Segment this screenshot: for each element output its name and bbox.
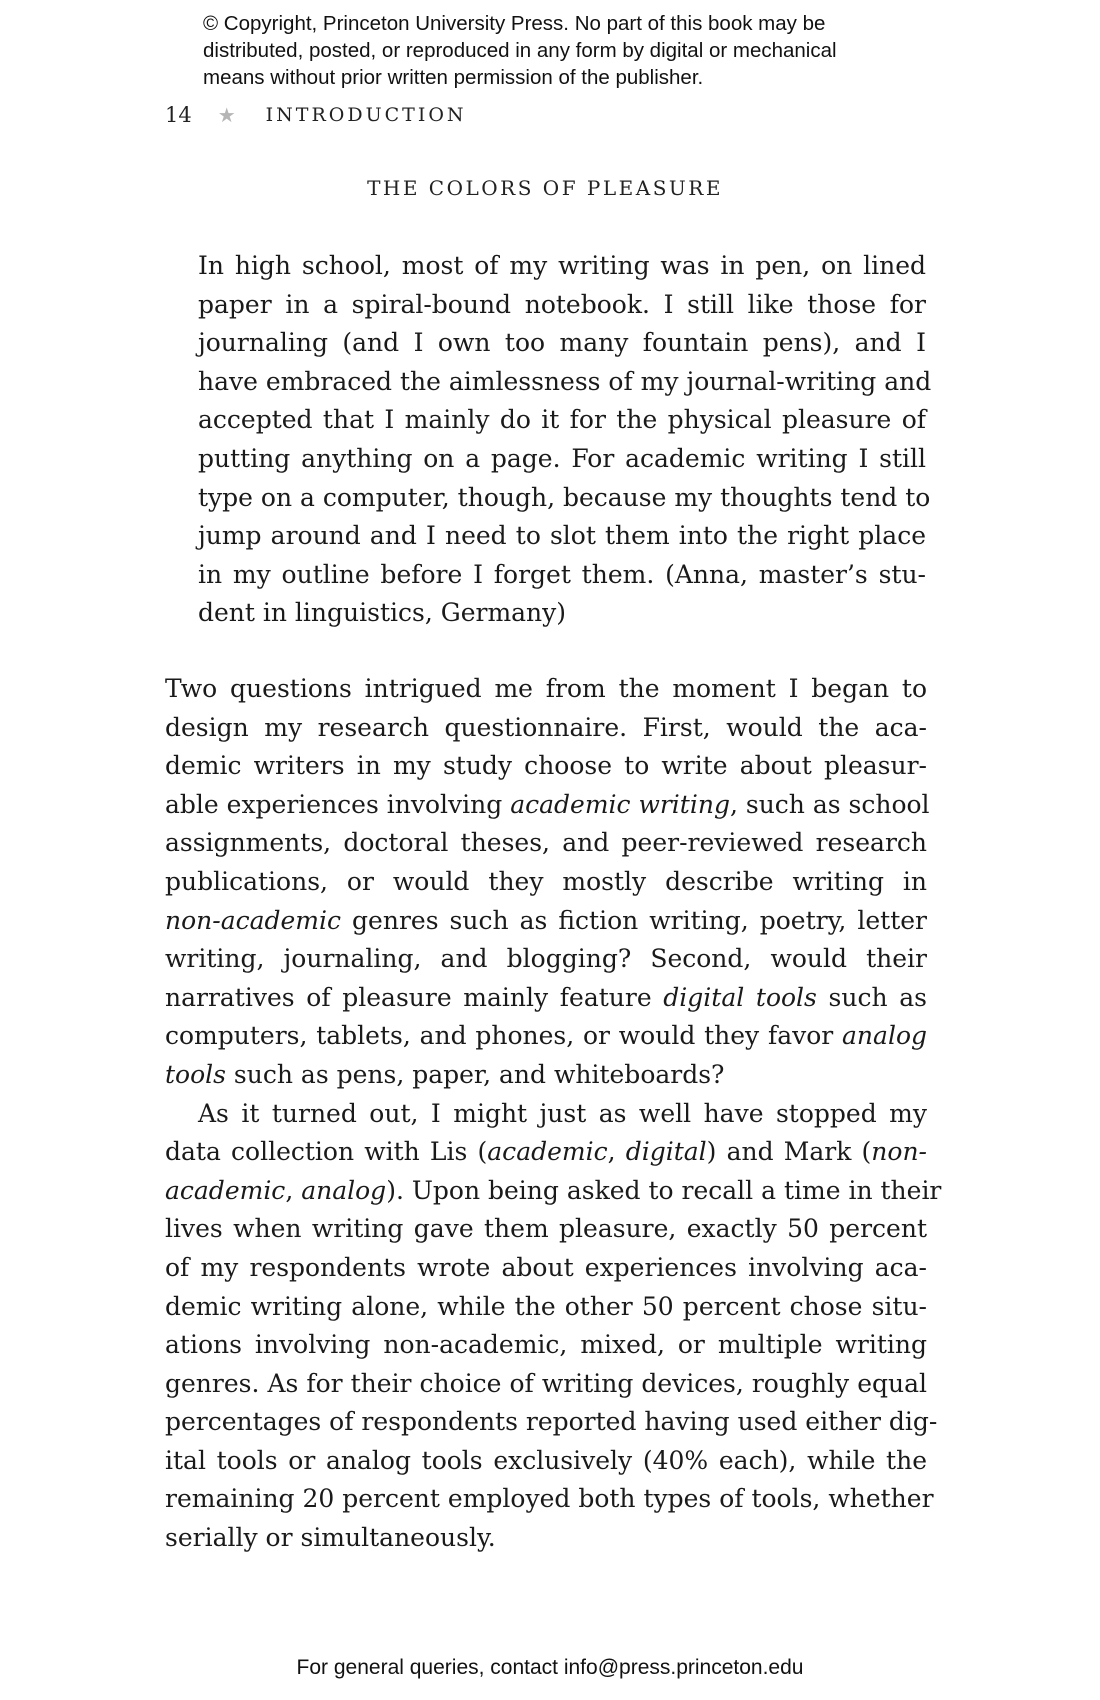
- footer-contact: For general queries, contact info@press.princeton.edu: [296, 1656, 804, 1679]
- text-run: ,: [285, 1175, 302, 1205]
- text-line: remaining 20 percent employed both types of tools, whether: [165, 1484, 934, 1514]
- copyright-line: means without prior written permission of the publisher.: [203, 66, 704, 89]
- text-run: such as pens, paper, and whiteboards?: [225, 1059, 725, 1089]
- copyright-line: © Copyright, Princeton University Press. No part of this book may be: [203, 12, 826, 35]
- text-line: [165, 979, 927, 1018]
- quote-line: in my outline before I forget them. (Anna, master’s stu-: [198, 559, 926, 589]
- text-line: demic writers in my study choose to write about pleasur-: [165, 751, 927, 781]
- paragraph-2: [165, 1095, 942, 1558]
- text-line: genres. As for their choice of writing devices, roughly equal: [165, 1368, 927, 1398]
- italic-term: tools: [165, 1059, 226, 1089]
- body-text: [165, 670, 942, 1558]
- text-line: percentages of respondents reported having used either dig-: [165, 1407, 938, 1437]
- text-line: ations involving non-academic, mixed, or multiple writing: [165, 1330, 927, 1360]
- paragraph-1: [165, 670, 930, 1095]
- quote-line: type on a computer, though, because my thoughts tend to: [198, 482, 931, 512]
- text-line: writing, journaling, and blogging? Second, would their: [165, 944, 927, 974]
- text-line: [165, 902, 927, 941]
- text-line: publications, or would they mostly describe writing in: [165, 866, 927, 896]
- running-head: [165, 100, 467, 130]
- italic-term: analog: [842, 1021, 927, 1051]
- quote-line: have embraced the aimlessness of my journal-writing and: [198, 366, 932, 396]
- quote-line: paper in a spiral-bound notebook. I still like those for: [198, 289, 926, 319]
- quote-line: journaling (and I own too many fountain pens), and I: [198, 328, 926, 358]
- text-run: genres such as fiction writing, poetry, letter: [341, 905, 927, 935]
- quote-line: dent in linguistics, Germany): [198, 598, 567, 628]
- text-run: ). Upon being asked to recall a time in their: [386, 1175, 942, 1205]
- text-run: such as: [816, 982, 927, 1012]
- italic-term: academic: [165, 1175, 286, 1205]
- text-run: ,: [607, 1137, 626, 1167]
- text-line: serially or simultaneously.: [165, 1523, 496, 1553]
- text-run: computers, tablets, and phones, or would they favor: [165, 1021, 843, 1051]
- italic-term: analog: [301, 1175, 387, 1205]
- text-line: lives when writing gave them pleasure, exactly 50 percent: [165, 1214, 927, 1244]
- italic-term: digital: [625, 1137, 707, 1167]
- italic-term: academic writing: [510, 789, 730, 819]
- text-line: Two questions intrigued me from the moment I began to: [165, 674, 927, 703]
- italic-term: digital tools: [663, 982, 817, 1012]
- copyright-line: distributed, posted, or reproduced in any form by digital or mechanical: [203, 39, 837, 62]
- quote-line: jump around and I need to slot them into the right place: [198, 521, 926, 551]
- block-quote: [198, 247, 932, 633]
- text-line: assignments, doctoral theses, and peer-reviewed research: [165, 828, 927, 858]
- text-run: ) and Mark (: [706, 1137, 872, 1167]
- text-line: design my research questionnaire. First, would the aca-: [165, 712, 927, 742]
- page-number: 14: [165, 103, 192, 127]
- text-line: [165, 1172, 942, 1211]
- text-line: demic writing alone, while the other 50 percent chose situ-: [165, 1291, 927, 1321]
- text-run: , such as school: [729, 789, 930, 819]
- text-run: able experiences involving: [165, 789, 511, 819]
- italic-term: academic: [487, 1137, 608, 1167]
- text-line: [165, 1017, 927, 1056]
- text-line: [165, 1056, 927, 1095]
- running-head-section: INTRODUCTION: [265, 104, 467, 126]
- text-run: data collection with Lis (: [165, 1137, 488, 1167]
- star-icon: ★: [217, 103, 236, 127]
- quote-line: accepted that I mainly do it for the physical pleasure of: [198, 405, 926, 435]
- text-line: of my respondents wrote about experiences involving aca-: [165, 1252, 927, 1282]
- section-title: THE COLORS OF PLEASURE: [367, 176, 723, 200]
- text-line: ital tools or analog tools exclusively (40% each), while the: [165, 1445, 927, 1475]
- text-line: [165, 1133, 927, 1172]
- text-run: narratives of pleasure mainly feature: [165, 982, 664, 1012]
- copyright-notice: [203, 10, 963, 91]
- text-line: [165, 786, 930, 825]
- quote-line: In high school, most of my writing was in pen, on lined: [198, 251, 926, 280]
- italic-term: non-: [871, 1137, 927, 1167]
- quote-line: putting anything on a page. For academic writing I still: [198, 443, 926, 473]
- text-line: As it turned out, I might just as well have stopped my: [198, 1098, 927, 1128]
- italic-term: non-academic: [165, 905, 342, 935]
